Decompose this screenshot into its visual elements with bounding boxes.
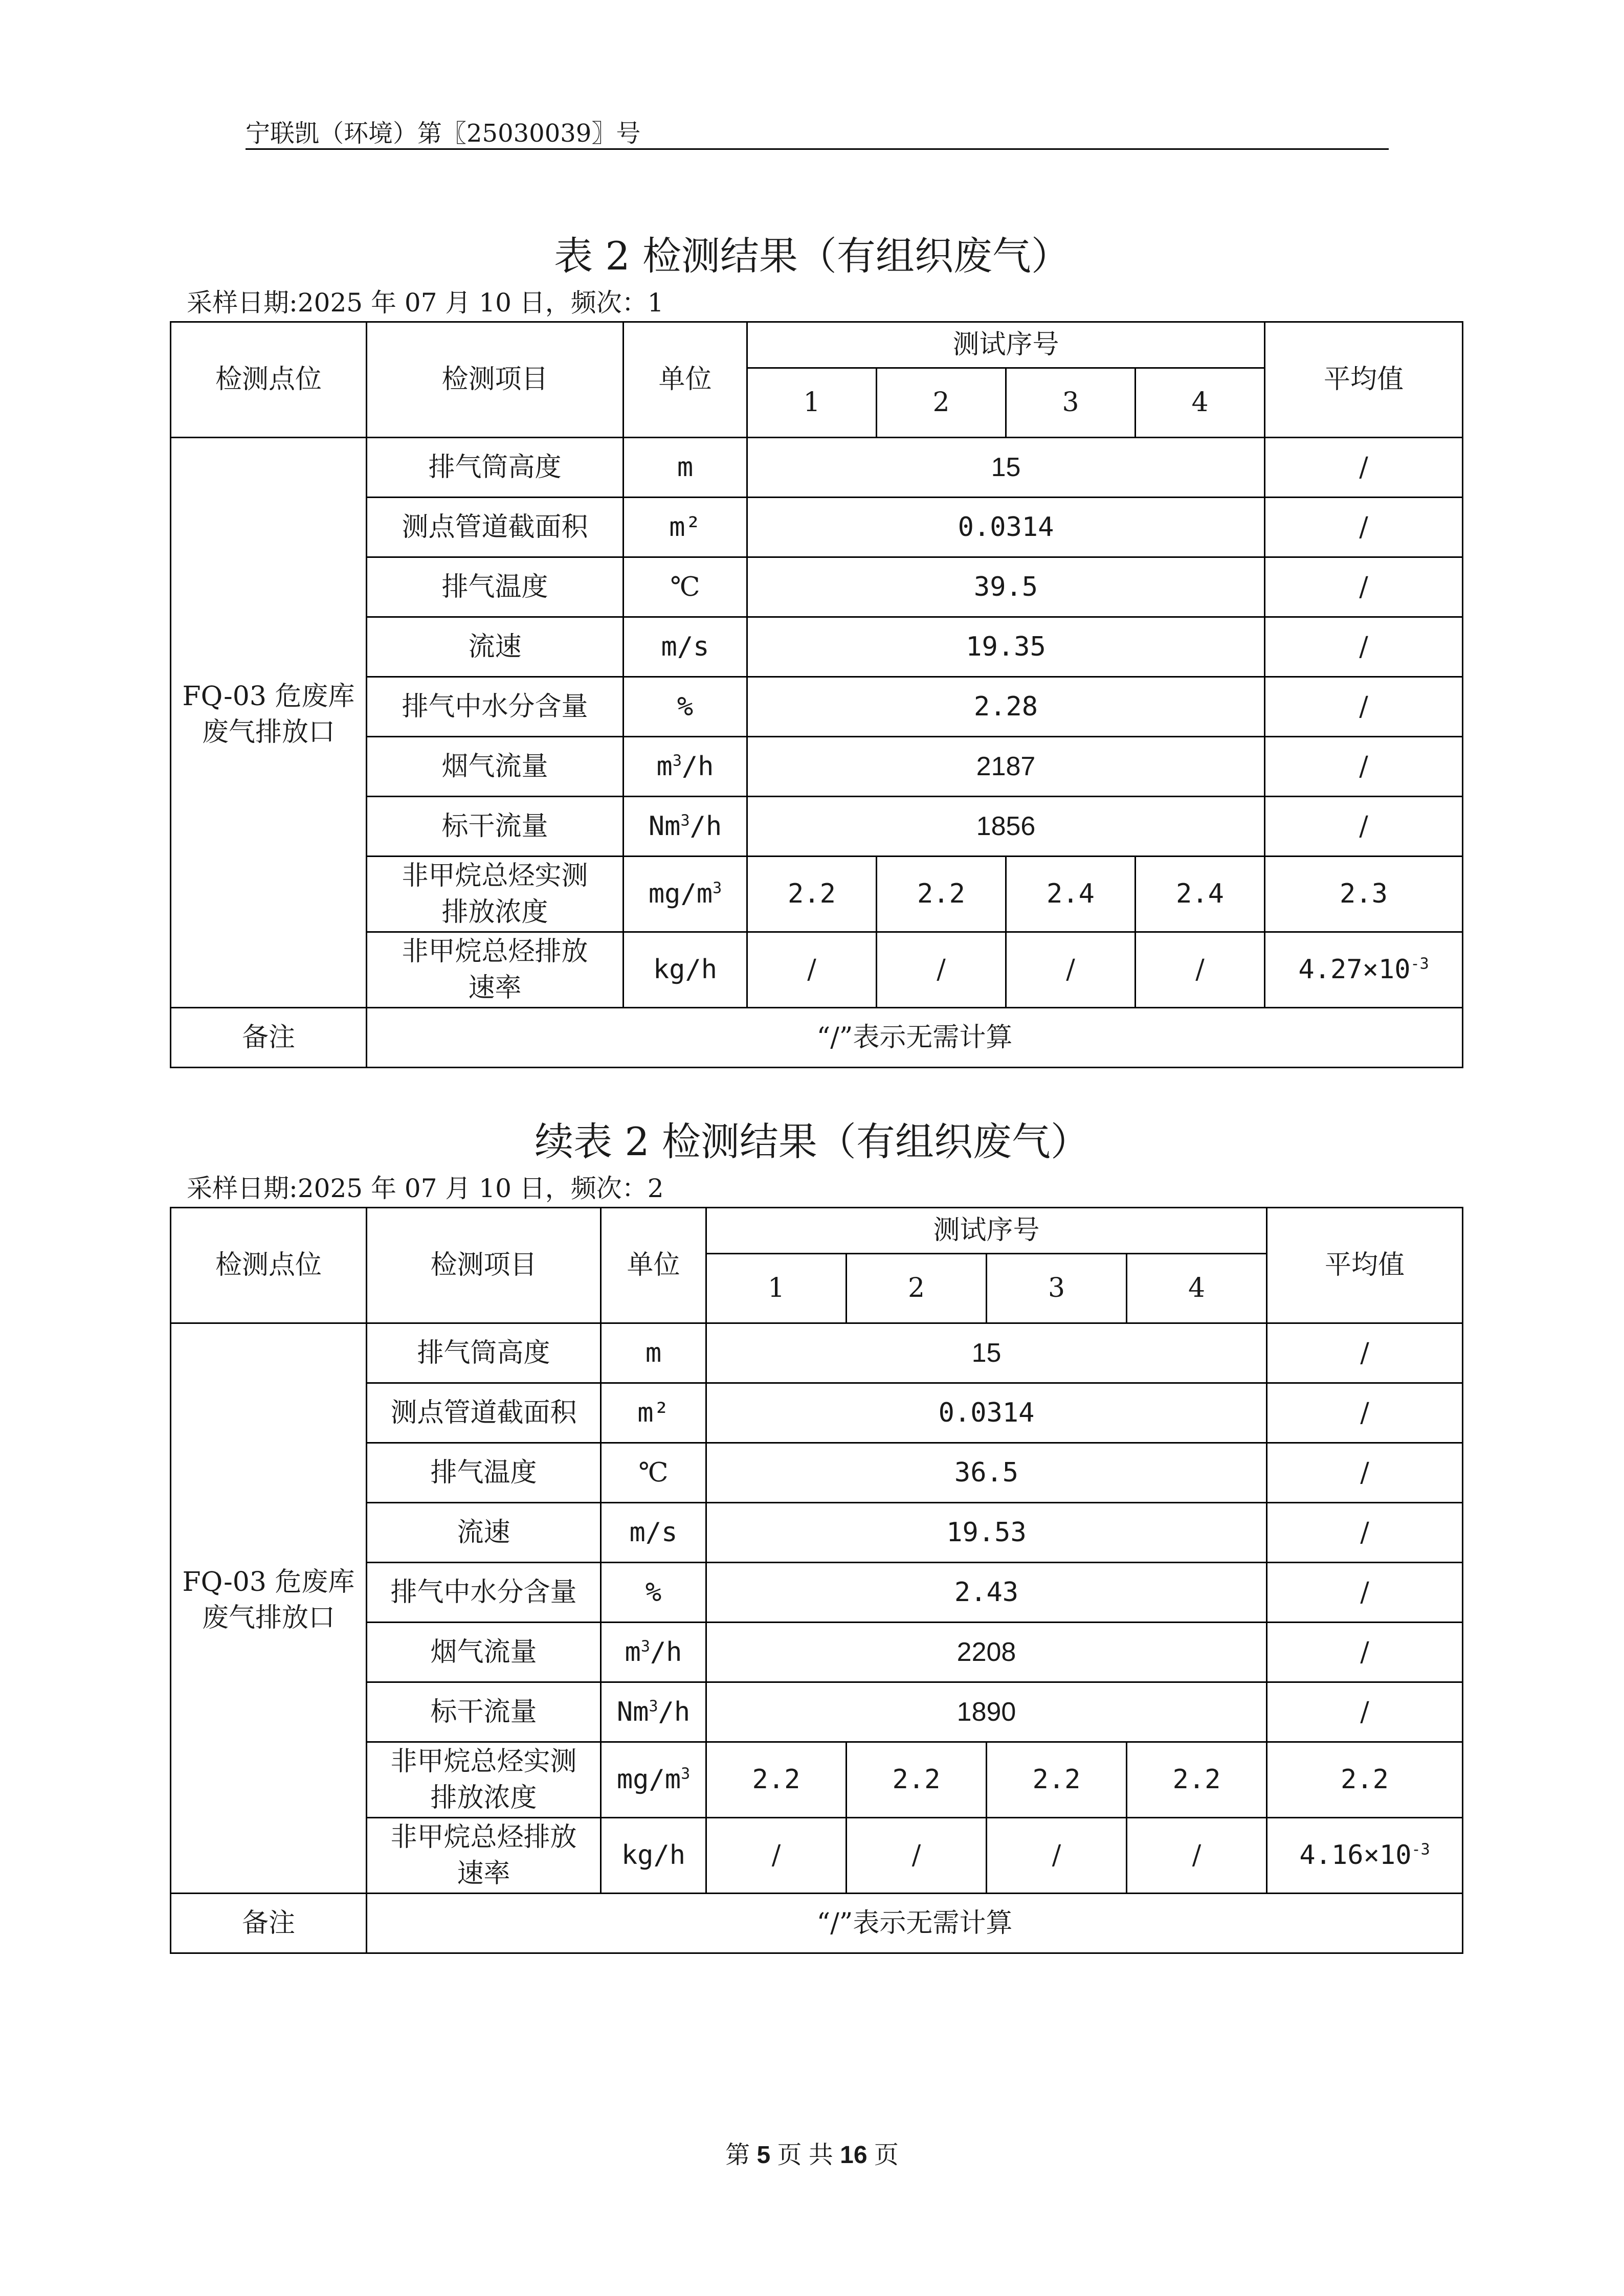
page-number: 5 bbox=[757, 2142, 771, 2169]
value-cell: 1890 bbox=[706, 1682, 1267, 1742]
value-cell: 0.0314 bbox=[706, 1383, 1267, 1443]
site-line-2: 废气排放口 bbox=[202, 717, 335, 748]
unit-cell: m² bbox=[601, 1383, 706, 1443]
value-cell-2: 2.2 bbox=[877, 857, 1006, 932]
unit-cell: kg/h bbox=[601, 1818, 706, 1894]
header-item: 检测项目 bbox=[367, 1208, 601, 1323]
average-cell: / bbox=[1267, 1323, 1463, 1383]
average-cell: / bbox=[1265, 617, 1463, 677]
item-cell: 测点管道截面积 bbox=[367, 498, 624, 557]
value-cell-1: / bbox=[747, 932, 877, 1008]
unit-cell: m bbox=[624, 438, 747, 498]
value-cell-4: 2.2 bbox=[1127, 1742, 1267, 1818]
unit-cell: $m^3/h$ bbox=[624, 737, 747, 797]
average-cell: 2.3 bbox=[1265, 857, 1463, 932]
average-cell: / bbox=[1267, 1443, 1463, 1503]
note-text: “/”表示无需计算 bbox=[367, 1008, 1463, 1068]
site-line-1: FQ-03 危废库 bbox=[182, 681, 355, 712]
header-unit: 单位 bbox=[601, 1208, 706, 1323]
header-average: 平均值 bbox=[1267, 1208, 1463, 1323]
value-cell-2: / bbox=[847, 1818, 987, 1894]
header-item: 检测项目 bbox=[367, 322, 624, 438]
item-cell: 标干流量 bbox=[367, 1682, 601, 1742]
average-cell: / bbox=[1267, 1623, 1463, 1682]
unit-cell: Nm$^3$/h bbox=[624, 797, 747, 857]
note-label: 备注 bbox=[171, 1894, 367, 1953]
average-cell: $4.16\times 10^{-3}$ bbox=[1267, 1818, 1463, 1894]
value-cell-3: 2.2 bbox=[987, 1742, 1127, 1818]
note-text: “/”表示无需计算 bbox=[367, 1894, 1463, 1953]
unit-cell: $mg/m^3$ bbox=[624, 857, 747, 932]
value-cell: 2.43 bbox=[706, 1563, 1267, 1623]
value-cell-4: 2.4 bbox=[1136, 857, 1265, 932]
header-test-4: 4 bbox=[1136, 368, 1265, 438]
value-cell: 15 bbox=[747, 438, 1265, 498]
value-cell: 19.35 bbox=[747, 617, 1265, 677]
header-rule bbox=[246, 148, 1389, 150]
item-cell: 标干流量 bbox=[367, 797, 624, 857]
value-cell: 2.28 bbox=[747, 677, 1265, 737]
value-cell-3: / bbox=[1006, 932, 1136, 1008]
value-cell-3: / bbox=[987, 1818, 1127, 1894]
item-cell: 流速 bbox=[367, 617, 624, 677]
table2-sampling-date: 采样日期:2025 年 07 月 10 日，频次：2 bbox=[187, 1174, 664, 1203]
header-test-4: 4 bbox=[1127, 1254, 1267, 1323]
unit-cell: m bbox=[601, 1323, 706, 1383]
value-cell: 36.5 bbox=[706, 1443, 1267, 1503]
header-test-3: 3 bbox=[1006, 368, 1136, 438]
value-cell: 2187 bbox=[747, 737, 1265, 797]
item-cell: 非甲烷总烃排放 速率 bbox=[367, 932, 624, 1008]
page-footer: 第 5 页 共 16 页 bbox=[725, 2142, 899, 2169]
table2-results bbox=[170, 1207, 1463, 1954]
site-cell bbox=[171, 1323, 367, 1894]
average-cell: / bbox=[1265, 737, 1463, 797]
page-total: 16 bbox=[840, 2142, 867, 2169]
header-site: 检测点位 bbox=[171, 322, 367, 438]
item-cell: 非甲烷总烃实测 排放浓度 bbox=[367, 857, 624, 932]
site-line-2: 废气排放口 bbox=[202, 1603, 335, 1634]
item-cell: 排气中水分含量 bbox=[367, 677, 624, 737]
average-cell: / bbox=[1265, 498, 1463, 557]
average-cell: / bbox=[1265, 677, 1463, 737]
item-cell: 流速 bbox=[367, 1503, 601, 1563]
average-cell: / bbox=[1265, 797, 1463, 857]
average-cell: / bbox=[1265, 557, 1463, 617]
header-test-2: 2 bbox=[877, 368, 1006, 438]
site-cell bbox=[171, 438, 367, 1008]
header-test-no: 测试序号 bbox=[747, 322, 1265, 368]
average-cell: / bbox=[1267, 1503, 1463, 1563]
item-cell: 排气筒高度 bbox=[367, 1323, 601, 1383]
value-cell: 0.0314 bbox=[747, 498, 1265, 557]
value-cell-1: / bbox=[706, 1818, 847, 1894]
unit-cell: % bbox=[601, 1563, 706, 1623]
unit-cell: Nm$^3$/h bbox=[601, 1682, 706, 1742]
unit-cell: m/s bbox=[624, 617, 747, 677]
header-test-1: 1 bbox=[747, 368, 877, 438]
item-cell: 排气筒高度 bbox=[367, 438, 624, 498]
item-cell: 排气温度 bbox=[367, 557, 624, 617]
site-line-1: FQ-03 危废库 bbox=[182, 1567, 355, 1597]
value-cell-4: / bbox=[1136, 932, 1265, 1008]
header-site: 检测点位 bbox=[171, 1208, 367, 1323]
unit-cell: ℃ bbox=[601, 1443, 706, 1503]
header-average: 平均值 bbox=[1265, 322, 1463, 438]
value-cell: 2208 bbox=[706, 1623, 1267, 1682]
value-cell: 39.5 bbox=[747, 557, 1265, 617]
average-cell: / bbox=[1267, 1383, 1463, 1443]
header-unit: 单位 bbox=[624, 322, 747, 438]
header-test-2: 2 bbox=[847, 1254, 987, 1323]
unit-cell: $m^3/h$ bbox=[601, 1623, 706, 1682]
unit-cell: m² bbox=[624, 498, 747, 557]
header-test-no: 测试序号 bbox=[706, 1208, 1267, 1254]
value-cell-3: 2.4 bbox=[1006, 857, 1136, 932]
average-cell: / bbox=[1267, 1563, 1463, 1623]
unit-cell: % bbox=[624, 677, 747, 737]
value-cell-2: / bbox=[877, 932, 1006, 1008]
unit-cell: ℃ bbox=[624, 557, 747, 617]
average-cell: $4.27\times 10^{-3}$ bbox=[1265, 932, 1463, 1008]
header-test-3: 3 bbox=[987, 1254, 1127, 1323]
item-cell: 排气中水分含量 bbox=[367, 1563, 601, 1623]
value-cell: 19.53 bbox=[706, 1503, 1267, 1563]
average-cell: / bbox=[1265, 438, 1463, 498]
value-cell-1: 2.2 bbox=[747, 857, 877, 932]
table2-title: 续表 2 检测结果（有组织废气） bbox=[535, 1119, 1089, 1164]
average-cell: / bbox=[1267, 1682, 1463, 1742]
header-test-1: 1 bbox=[706, 1254, 847, 1323]
report-number-header: 宁联凯（环境）第〖25030039〗号 bbox=[246, 119, 641, 148]
item-cell: 测点管道截面积 bbox=[367, 1383, 601, 1443]
value-cell-4: / bbox=[1127, 1818, 1267, 1894]
value-cell: 15 bbox=[706, 1323, 1267, 1383]
item-cell: 排气温度 bbox=[367, 1443, 601, 1503]
average-cell: 2.2 bbox=[1267, 1742, 1463, 1818]
value-cell-1: 2.2 bbox=[706, 1742, 847, 1818]
value-cell: 1856 bbox=[747, 797, 1265, 857]
unit-cell: kg/h bbox=[624, 932, 747, 1008]
value-cell-2: 2.2 bbox=[847, 1742, 987, 1818]
unit-cell: m/s bbox=[601, 1503, 706, 1563]
item-cell: 烟气流量 bbox=[367, 1623, 601, 1682]
note-label: 备注 bbox=[171, 1008, 367, 1068]
unit-cell: $mg/m^3$ bbox=[601, 1742, 706, 1818]
table1-results bbox=[170, 321, 1463, 1068]
table1-sampling-date: 采样日期:2025 年 07 月 10 日，频次：1 bbox=[187, 288, 664, 318]
item-cell: 非甲烷总烃实测 排放浓度 bbox=[367, 1742, 601, 1818]
table1-title: 表 2 检测结果（有组织废气） bbox=[554, 233, 1070, 279]
item-cell: 烟气流量 bbox=[367, 737, 624, 797]
item-cell: 非甲烷总烃排放 速率 bbox=[367, 1818, 601, 1894]
